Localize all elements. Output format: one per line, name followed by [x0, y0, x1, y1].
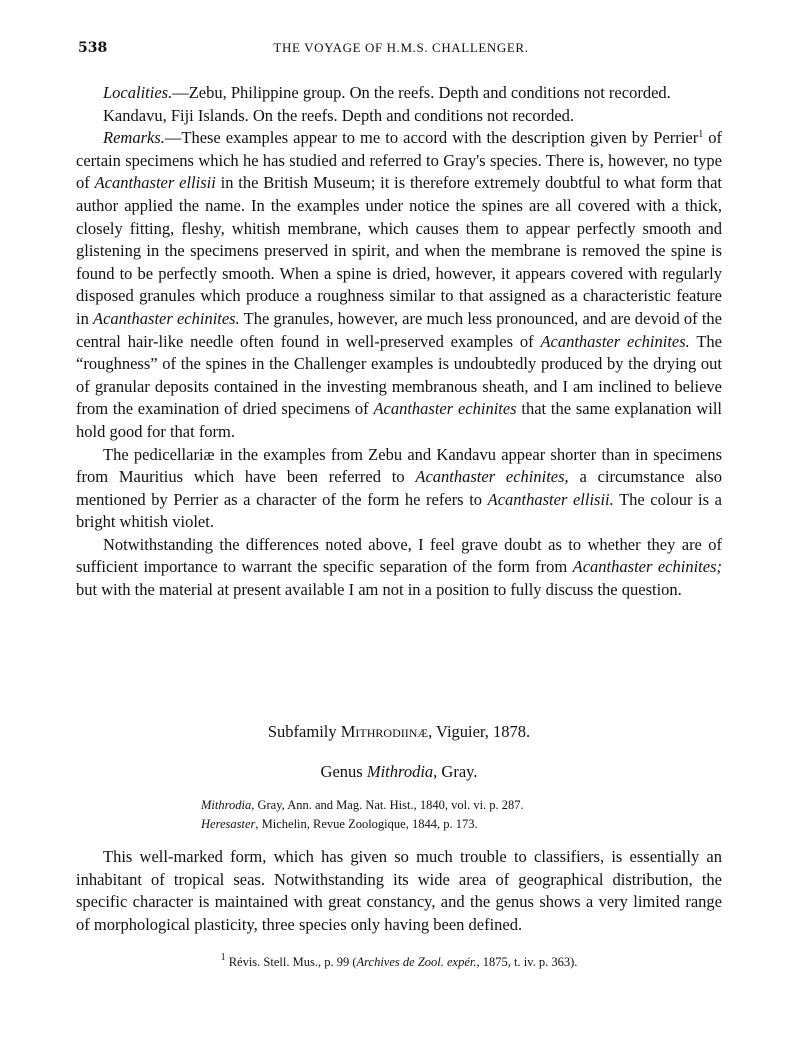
running-title: THE VOYAGE OF H.M.S. CHALLENGER. [273, 40, 529, 55]
footnote-mark: 1 [698, 129, 704, 141]
synonym-entry: Mithrodia, Gray, Ann. and Mag. Nat. Hist., 1840, vol. vi. p. 287. [201, 798, 524, 812]
localities-label: Localities. [103, 83, 173, 102]
paragraph-pedicellariae: The pedicellariæ in the examples from Zebu and Kandavu appear shorter than in specimens from Mauritius which have been referred to Acanthaster echinites, a circumstance also mentioned by Perrier as a character of the form he refers to Acanthaster ellisii. The colour is a bright whitish violet. [76, 444, 722, 532]
footnote: $^1$ Révis. Stell. Mus., p. 99 (Archives de Zool. expér., 1875, t. iv. p. 363). [220, 952, 578, 969]
genus-heading: Genus Mithrodia, Gray. [320, 762, 478, 781]
remarks-label: Remarks. [103, 128, 165, 148]
synonym-entry: Heresaster, Michelin, Revue Zoologique, 1844, p. 173. [201, 817, 478, 831]
paragraph-notwithstanding: Notwithstanding the differences noted above, I feel grave doubt as to whether they are of sufficient importance to warrant the specific separation of the form from Acanthaster echinites; but with the material at present available I am not in a position to fully discuss the question. [76, 534, 722, 600]
footnote-number: 1 [220, 952, 226, 963]
subfamily-name: Mithrodiinæ [340, 722, 429, 741]
page-number: 538 [78, 40, 108, 56]
genus-description [76, 846, 722, 936]
paragraph-kandavu: Kandavu, Fiji Islands. On the reefs. Depth and conditions not recorded. [103, 105, 575, 125]
paragraph-remarks: Remarks.—These examples appear to me to accord with the description given by Perrier$^1$ of certain specimens which he has studied and referred to Gray's species. There is, however, no type of Acanthaster ellisii in the British Museum; it is therefore extremely doubtful to what form that author applied the name. In the examples under notice the spines are all covered with a thick, closely fitting, fleshy, whitish membrane, which causes them to appear perfectly smooth and glistening in the specimens preserved in spirit, and when the membrane is removed the spine is found to be perfectly smooth. When a spine is dried, however, it appears covered with regularly disposed granules which produce a roughness similar to that assigned as a characteristic feature in Acanthaster echinites. The granules, however, are much less pronounced, and are devoid of the central hair-like needle often found in well-preserved examples of Acanthaster echinites. The “roughness” of the spines in the Challenger examples is undoubtedly produced by the drying out of granular deposits contained in the investing membranous sheath, and I am inclined to believe from the examination of dried specimens of Acanthaster echinites that the same explanation will hold good for that form. [76, 128, 722, 441]
paragraph-localities: Localities.—Zebu, Philippine group. On the reefs. Depth and conditions not recorded. [103, 83, 671, 102]
paragraph-mithrodia: This well-marked form, which has given so much trouble to classifiers, is essentially an inhabitant of tropical seas. Notwithstanding its wide area of geographical distribution, the specific character is maintained with great constancy, and the genus shows a very limited range of morphological plasticity, three species only having been defined. [76, 847, 722, 934]
main-text [76, 82, 722, 602]
running-header [78, 40, 724, 62]
synonymy-list [76, 796, 722, 834]
subfamily-heading: Subfamily Mithrodiinæ, Viguier, 1878. [267, 722, 531, 741]
genus-name: Mithrodia [366, 762, 434, 781]
